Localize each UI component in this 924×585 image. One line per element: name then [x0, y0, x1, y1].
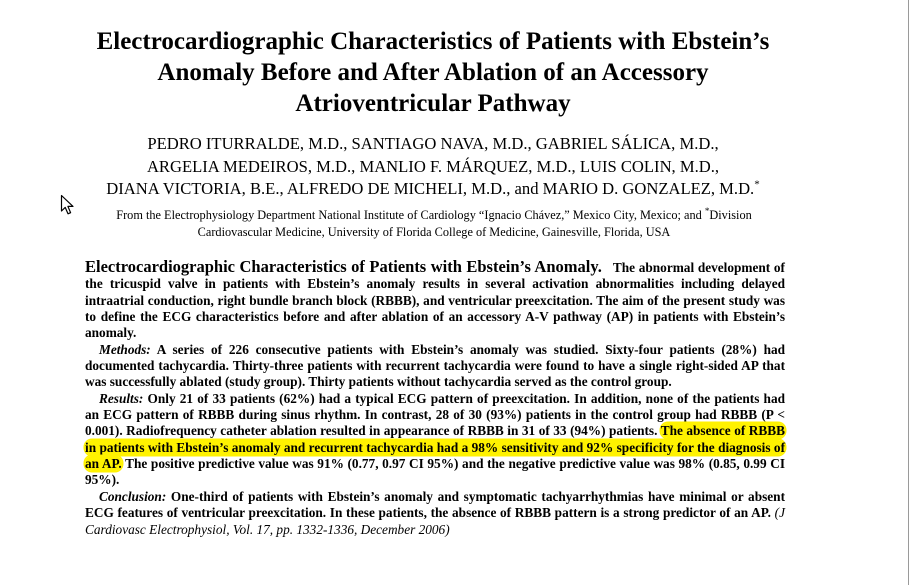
author-line — [40, 178, 826, 201]
abstract-intro-text: The abnormal development of the tricuspid valve in patients with Ebstein’s anomaly results in several activation abnormalities including delayed intraatrial conduction, right bundle branch block (RBBB), and ventricular preexcitation. The aim of the present study was to define the ECG characteristics before and after ablation of an accessory A-V pathway (AP) in patients with Ebstein’s anomaly. — [85, 260, 785, 341]
paper-title — [40, 26, 826, 119]
methods-text: A series of 226 consecutive patients with Ebstein’s anomaly was studied. Sixty-four patients (28%) had documented tachycardia. Thirty-three patients with recurrent tachycardia were found to have a single right-sided AP that was successfully ablated (study group). Thirty patients without tachycardia served as the control group. — [85, 341, 786, 390]
title-line: Anomaly Before and After Ablation of an Accessory — [157, 59, 709, 86]
affiliation-mark: * — [704, 205, 710, 216]
author-footnote-mark: * — [754, 178, 760, 191]
results-text: Only 21 of 33 patients (62%) had a typical ECG pattern of preexcitation. In addition, none of the patients had an ECG pattern of RBBB during sinus rhythm. In contrast, 28 of 30 (93%) patients in the control group had RBBB (P < 0.001). Radiofrequency catheter ablation resulted in appearance of RBBB in 31 of 33 (94%) patients. — [85, 390, 785, 439]
abstract — [85, 259, 785, 538]
author-list — [40, 133, 826, 201]
highlighted-finding: The absence of RBBB in patients with Ebstein’s anomaly and recurrent tachycardia had a 98% sensitivity and 92% specificity for the diagnosis of an AP. — [85, 423, 785, 472]
title-line: Electrocardiographic Characteristics of Patients with Ebstein’s — [96, 28, 770, 55]
author-line-text: DIANA VICTORIA, B.E., ALFREDO DE MICHELI, M.D., and MARIO D. GONZALEZ, M.D. — [106, 179, 755, 198]
title-line: Atrioventricular Pathway — [295, 90, 571, 117]
author-line: ARGELIA MEDEIROS, M.D., MANLIO F. MÁRQUEZ, M.D., LUIS COLIN, M.D., — [146, 156, 720, 176]
abstract-title: Electrocardiographic Characteristics of Patients with Ebstein’s Anomaly. — [85, 257, 602, 276]
journal-citation: (J Cardiovasc Electrophysiol, Vol. 17, pp. 1332-1336, December 2006) — [85, 505, 785, 537]
abstract-methods — [85, 342, 785, 391]
mouse-pointer-icon — [60, 194, 76, 216]
conclusion-label: Conclusion: — [99, 488, 167, 504]
abstract-intro — [85, 259, 785, 342]
results-text-after: The positive predictive value was 91% (0.77, 0.97 CI 95%) and the negative predictive value was 98% (0.85, 0.99 CI 95%). — [85, 456, 785, 488]
abstract-results — [85, 391, 785, 489]
author-line: PEDRO ITURRALDE, M.D., SANTIAGO NAVA, M.D., GABRIEL SÁLICA, M.D., — [147, 134, 719, 153]
page-edge-divider — [908, 0, 909, 585]
affiliation-text-end: Division — [709, 208, 752, 222]
affiliation-line — [56, 207, 812, 224]
affiliation-line: Cardiovascular Medicine, University of Florida College of Medicine, Gainesville, Florida, USA — [197, 224, 671, 239]
conclusion-text: One-third of patients with Ebstein’s anomaly and symptomatic tachyarrhythmias have minimal or absent ECG features of ventricular preexcitation. In these patients, the absence of RBBB pattern is a strong predictor of an AP. — [85, 488, 785, 521]
results-label: Results: — [99, 390, 144, 406]
methods-label: Methods: — [99, 341, 151, 357]
affiliation-text: From the Electrophysiology Department National Institute of Cardiology “Ignacio Chávez,” Mexico City, Mexico; and — [116, 208, 702, 222]
affiliation — [56, 207, 812, 240]
abstract-conclusion — [85, 489, 785, 538]
